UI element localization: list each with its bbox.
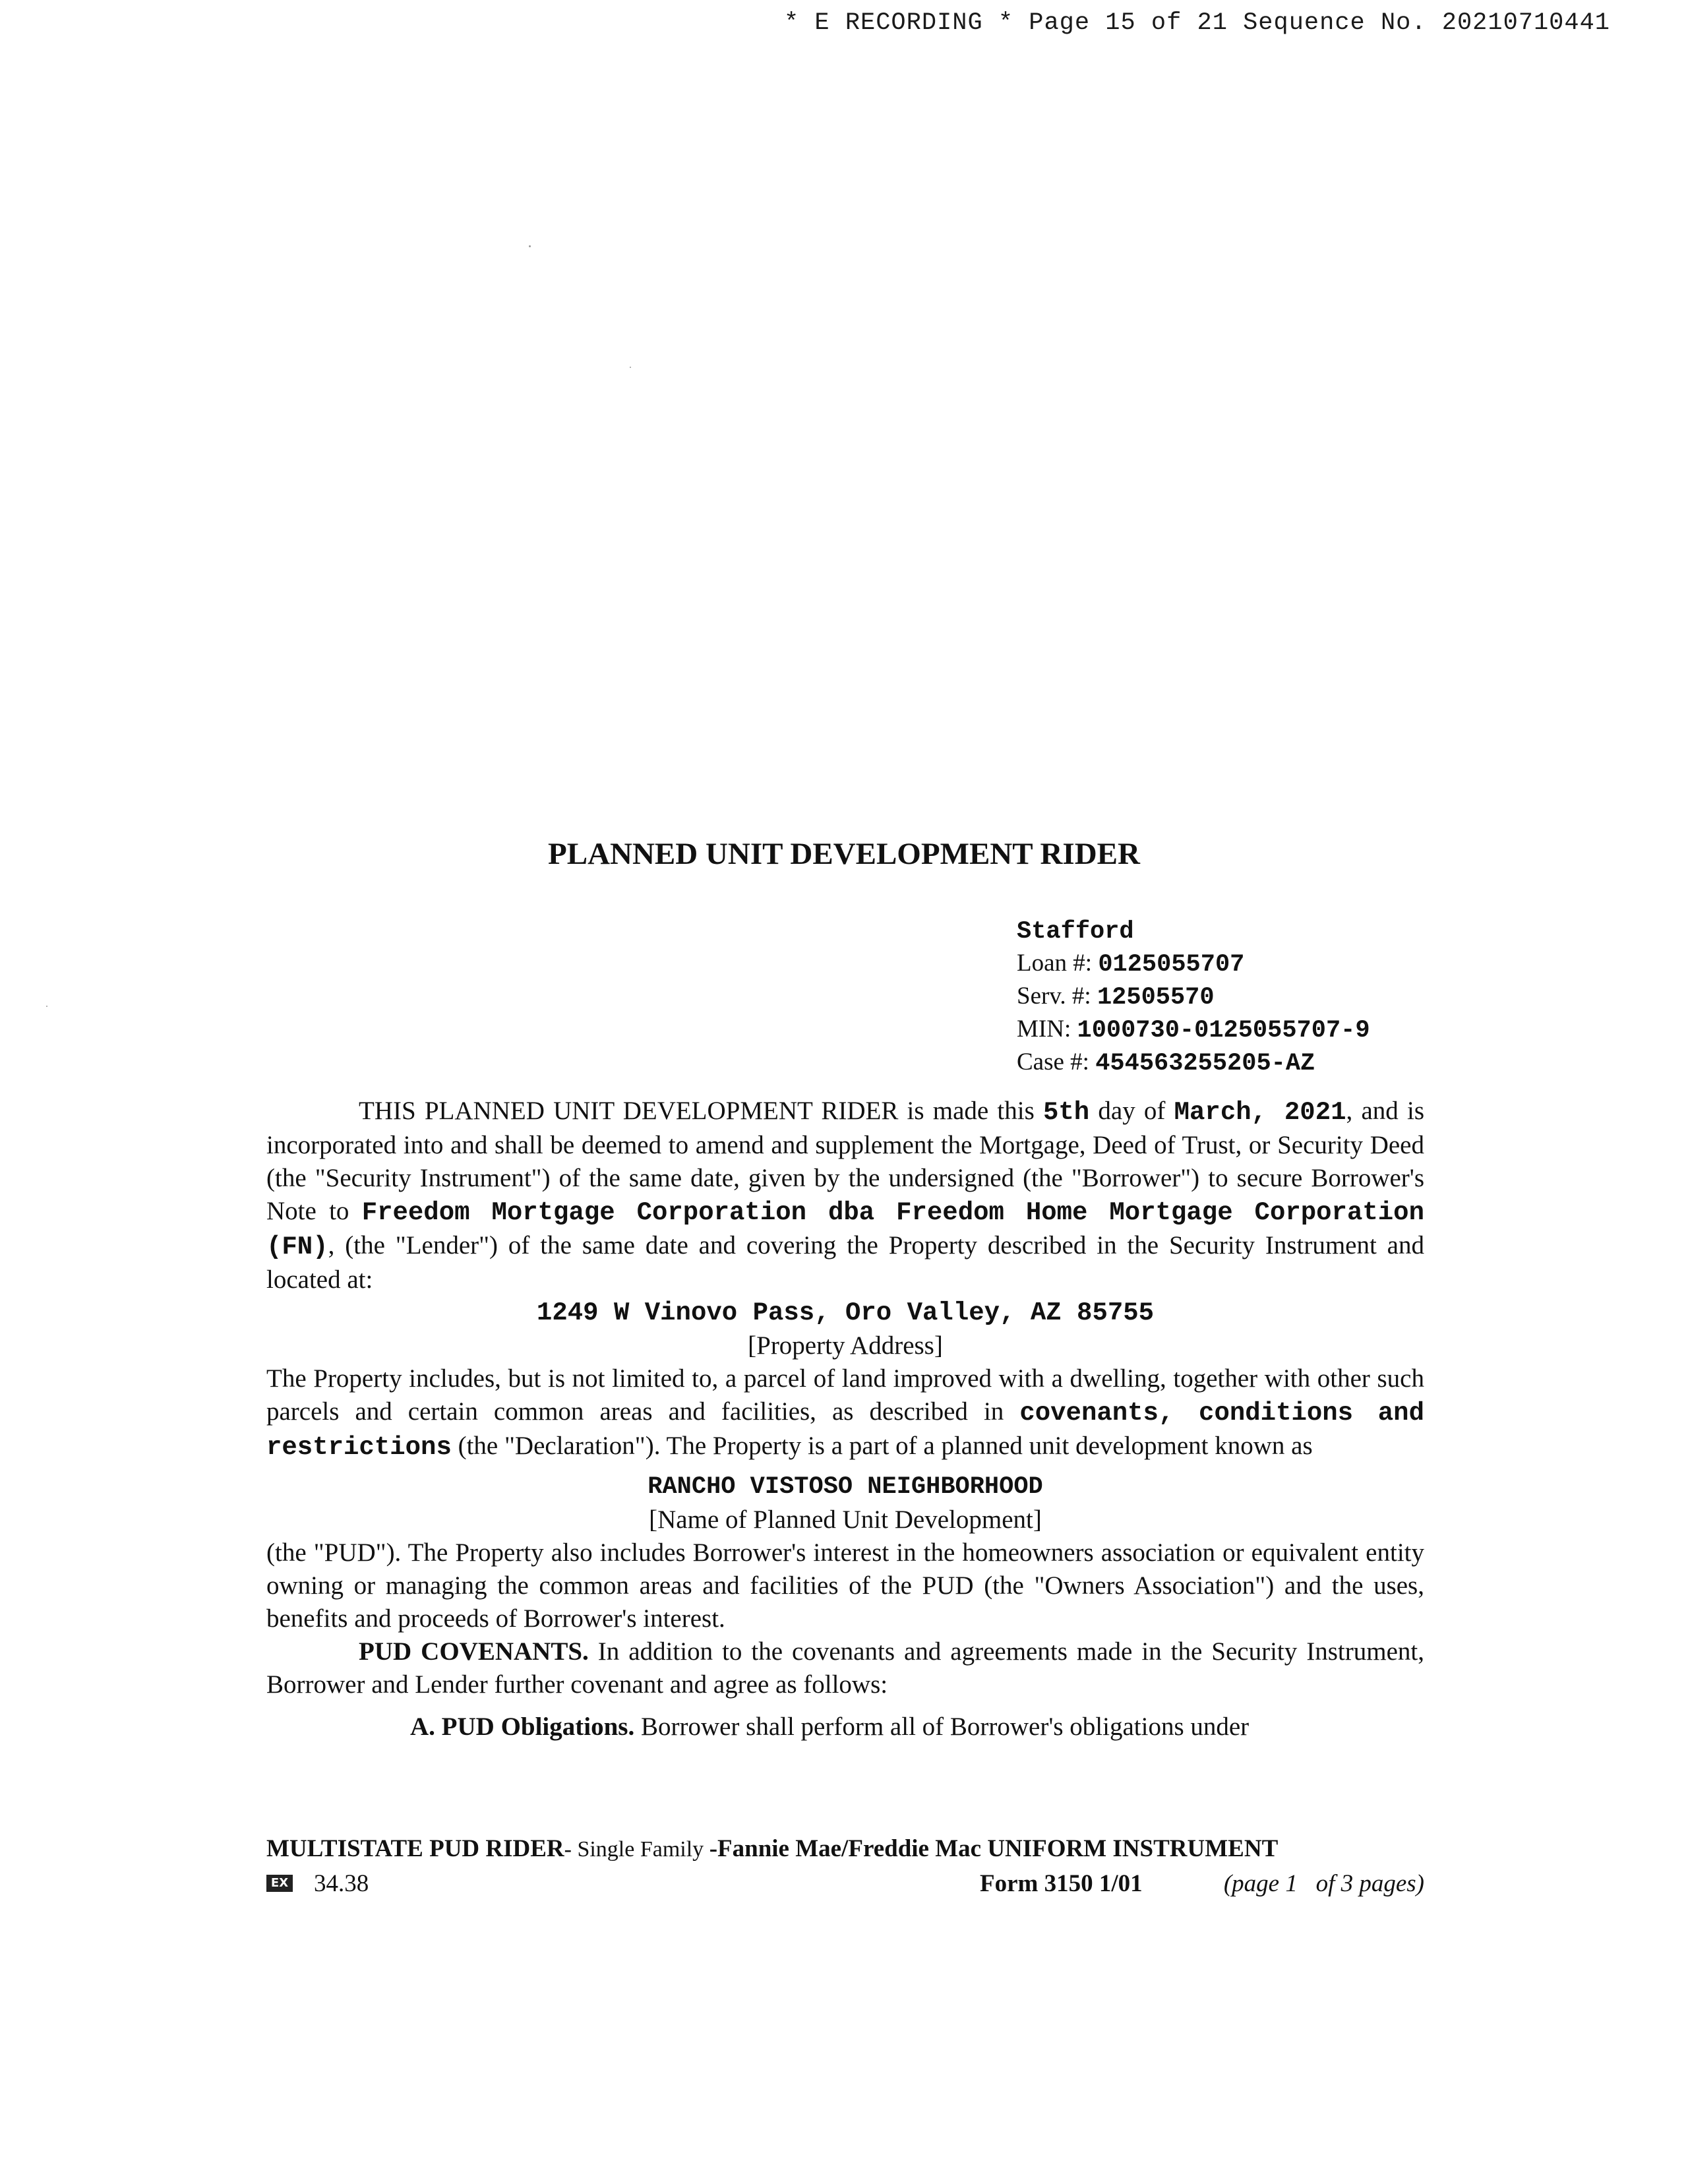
footer-uniform: -Fannie Mae/Freddie Mac UNIFORM INSTRUMENT (709, 1835, 1279, 1862)
case-number: 454563255205-AZ (1095, 1050, 1315, 1077)
case-label: Case #: (1017, 1048, 1096, 1076)
rider-body (266, 1095, 1424, 1744)
min-number: 1000730-0125055707-9 (1077, 1017, 1370, 1045)
document-title: PLANNED UNIT DEVELOPMENT RIDER (548, 837, 1140, 871)
pud-name: RANCHO VISTOSO NEIGHBORHOOD (648, 1473, 1043, 1501)
recording-header: * E RECORDING * Page 15 of 21 Sequence No. 20210710441 (784, 9, 1610, 37)
intro-text: day of (1089, 1097, 1174, 1125)
intro-paragraph (266, 1095, 1424, 1296)
lender-name: Freedom Mortgage Corporation dba Freedom Home Mortgage Corporation (FN) (266, 1198, 1424, 1261)
covenants-heading: PUD COVENANTS. (359, 1637, 589, 1666)
loan-label: Loan #: (1017, 950, 1099, 977)
obligations-text: Borrower shall perform all of Borrower's obligations under (634, 1713, 1250, 1741)
intro-text: , and is incorporated into and shall be deemed to amend and supplement the Mortgage, Deed of Trust, or Security Deed (the "Security Instrument") of the same date, given by the undersigned (the "Borrower") to secure Borrower's Note to (266, 1097, 1424, 1225)
pud-name-caption: [Name of Planned Unit Development] (649, 1505, 1042, 1534)
ex-logo-icon: EX (266, 1875, 293, 1892)
min-row (1017, 1014, 1370, 1046)
obligations-heading: A. PUD Obligations. (410, 1713, 635, 1741)
property-text: (the "Declaration"). The Property is a part of a planned unit development known as (451, 1432, 1313, 1460)
loan-number-row (1017, 948, 1370, 981)
form-number: Form 3150 1/01 (980, 1870, 1143, 1897)
declaration-source: covenants, conditions and restrictions (266, 1399, 1424, 1462)
min-label: MIN: (1017, 1016, 1077, 1043)
covenants-paragraph (266, 1635, 1424, 1701)
month-year-value: March, 2021 (1174, 1098, 1346, 1127)
property-address: 1249 W Vinovo Pass, Oro Valley, AZ 85755 (536, 1298, 1155, 1327)
serv-number-row (1017, 981, 1370, 1014)
intro-text: THIS PLANNED UNIT DEVELOPMENT RIDER is made this (359, 1097, 1043, 1125)
day-value: 5th (1042, 1098, 1090, 1127)
borrower-name: Stafford (1017, 918, 1134, 946)
loan-number: 0125055707 (1098, 951, 1245, 979)
scan-speck (630, 367, 631, 368)
form-footer (266, 1832, 1424, 1901)
scan-speck (46, 1006, 47, 1007)
property-text: The Property includes, but is not limited to, a parcel of land improved with a dwelling, together with other such parcels and certain common areas and facilities, as described in (266, 1364, 1424, 1426)
loan-reference-block (1017, 917, 1370, 1079)
obligations-paragraph (266, 1711, 1424, 1744)
form-code: 34.38 (314, 1870, 369, 1897)
footer-multistate: MULTISTATE PUD RIDER (266, 1835, 564, 1862)
property-paragraph (266, 1362, 1424, 1464)
intro-text: , (the "Lender") of the same date and covering the Property described in the Security Instrument and located at: (266, 1231, 1424, 1294)
case-number-row (1017, 1046, 1370, 1079)
scan-speck (529, 245, 531, 247)
serv-label: Serv. #: (1017, 983, 1097, 1010)
footer-form-line (266, 1867, 1424, 1901)
serv-number: 12505570 (1097, 984, 1215, 1012)
property-address-caption: [Property Address] (748, 1331, 943, 1360)
pud-paragraph: (the "PUD"). The Property also includes Borrower's interest in the homeowners association or equivalent entity owning or managing the common areas and facilities of the PUD (the "Owners Association") and the uses, benefits and proceeds of Borrower's interest. (266, 1538, 1424, 1633)
footer-single-family: - Single Family (564, 1837, 709, 1862)
covenants-text: In addition to the covenants and agreements made in the Security Instrument, Borrower and Lender further covenant and agree as follows: (266, 1637, 1424, 1699)
footer-title-line (266, 1832, 1424, 1867)
page-of-pages: (page 1 of 3 pages) (1223, 1870, 1424, 1897)
